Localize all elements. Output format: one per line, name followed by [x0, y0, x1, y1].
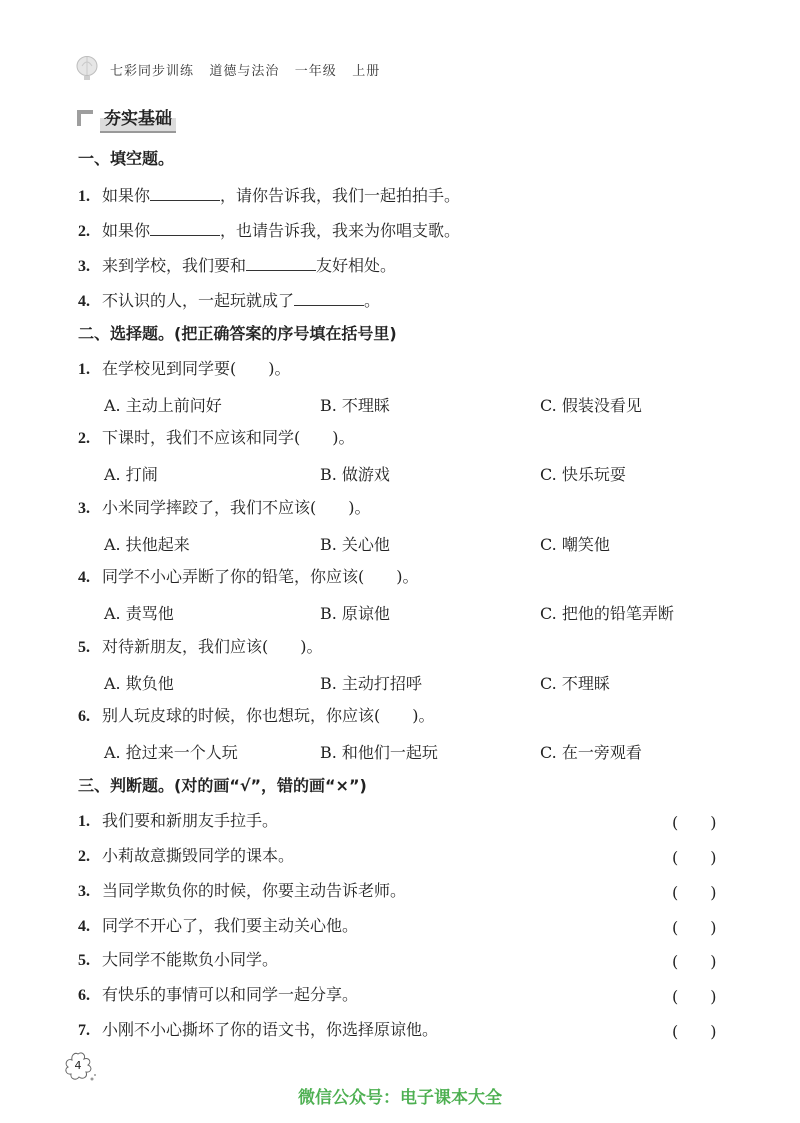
part1-heading: 一、填空题。 [78, 149, 175, 168]
choice-question: 3. 小米同学摔跤了，我们不应该( )。 [78, 498, 371, 517]
option-c: C. 不理睬 [540, 674, 610, 693]
option-c: C. 在一旁观看 [540, 743, 642, 762]
option-a: A. 扶他起来 [104, 535, 190, 554]
footer-watermark: 微信公众号：电子课本大全 [298, 1088, 502, 1108]
answer-parentheses[interactable]: ( ) [672, 1022, 717, 1041]
fill-item: 3. 来到学校，我们要和 友好相处。 [78, 256, 397, 275]
answer-parentheses[interactable]: ( ) [672, 848, 717, 867]
answer-parentheses[interactable]: ( ) [672, 987, 717, 1006]
choice-question: 6. 别人玩皮球的时候，你也想玩，你应该( )。 [78, 706, 435, 725]
option-a: A. 主动上前问好 [104, 396, 222, 415]
answer-parentheses[interactable]: ( ) [672, 883, 717, 902]
choice-question: 2. 下课时，我们不应该和同学( )。 [78, 428, 355, 447]
page-header [74, 56, 380, 82]
fill-item: 1. 如果你 ，请你告诉我，我们一起拍拍手。 [78, 186, 461, 205]
option-c: C. 把他的铅笔弄断 [540, 604, 674, 623]
bookmark-icon [76, 109, 94, 127]
option-b: B. 不理睬 [320, 396, 390, 415]
option-c: C. 假装没看见 [540, 396, 642, 415]
option-a: A. 抢过来一个人玩 [104, 743, 238, 762]
answer-blank[interactable] [246, 254, 316, 271]
page-number-badge [62, 1050, 98, 1086]
option-a: A. 欺负他 [104, 674, 174, 693]
answer-parentheses[interactable]: ( ) [672, 813, 717, 832]
section-title: 夯实基础 [100, 102, 176, 133]
choice-question: 1. 在学校见到同学要( )。 [78, 359, 291, 378]
answer-blank[interactable] [150, 184, 220, 201]
judge-item: 7. 小刚不小心撕坏了你的语文书，你选择原谅他。 [78, 1020, 439, 1039]
balloon-icon [74, 56, 100, 82]
option-b: B. 做游戏 [320, 465, 390, 484]
option-b: B. 关心他 [320, 535, 390, 554]
header-text: 七彩同步训练 道德与法治 一年级 上册 [110, 63, 381, 79]
fill-item: 4. 不认识的人，一起玩就成了 。 [78, 291, 381, 310]
answer-blank[interactable] [150, 219, 220, 236]
judge-item: 4. 同学不开心了，我们要主动关心他。 [78, 916, 359, 935]
answer-parentheses[interactable]: ( ) [672, 952, 717, 971]
option-a: A. 打闹 [104, 465, 158, 484]
option-b: B. 原谅他 [320, 604, 390, 623]
judge-item: 6. 有快乐的事情可以和同学一起分享。 [78, 985, 359, 1004]
option-c: C. 快乐玩耍 [540, 465, 626, 484]
option-c: C. 嘲笑他 [540, 535, 610, 554]
part2-heading: 二、选择题。(把正确答案的序号填在括号里) [78, 324, 397, 343]
fill-item: 2. 如果你 ，也请告诉我，我来为你唱支歌。 [78, 221, 461, 240]
option-b: B. 主动打招呼 [320, 674, 422, 693]
section-banner [76, 102, 176, 133]
choice-question: 4. 同学不小心弄断了你的铅笔，你应该( )。 [78, 567, 419, 586]
option-b: B. 和他们一起玩 [320, 743, 438, 762]
judge-item: 2. 小莉故意撕毁同学的课本。 [78, 846, 295, 865]
page-number: 4 [74, 1059, 82, 1072]
judge-item: 5. 大同学不能欺负小同学。 [78, 950, 279, 969]
judge-item: 3. 当同学欺负你的时候，你要主动告诉老师。 [78, 881, 407, 900]
option-a: A. 责骂他 [104, 604, 174, 623]
choice-question: 5. 对待新朋友，我们应该( )。 [78, 637, 323, 656]
answer-blank[interactable] [294, 289, 364, 306]
judge-item: 1. 我们要和新朋友手拉手。 [78, 811, 279, 830]
part3-heading: 三、判断题。(对的画“√”，错的画“×”) [78, 776, 367, 795]
answer-parentheses[interactable]: ( ) [672, 918, 717, 937]
